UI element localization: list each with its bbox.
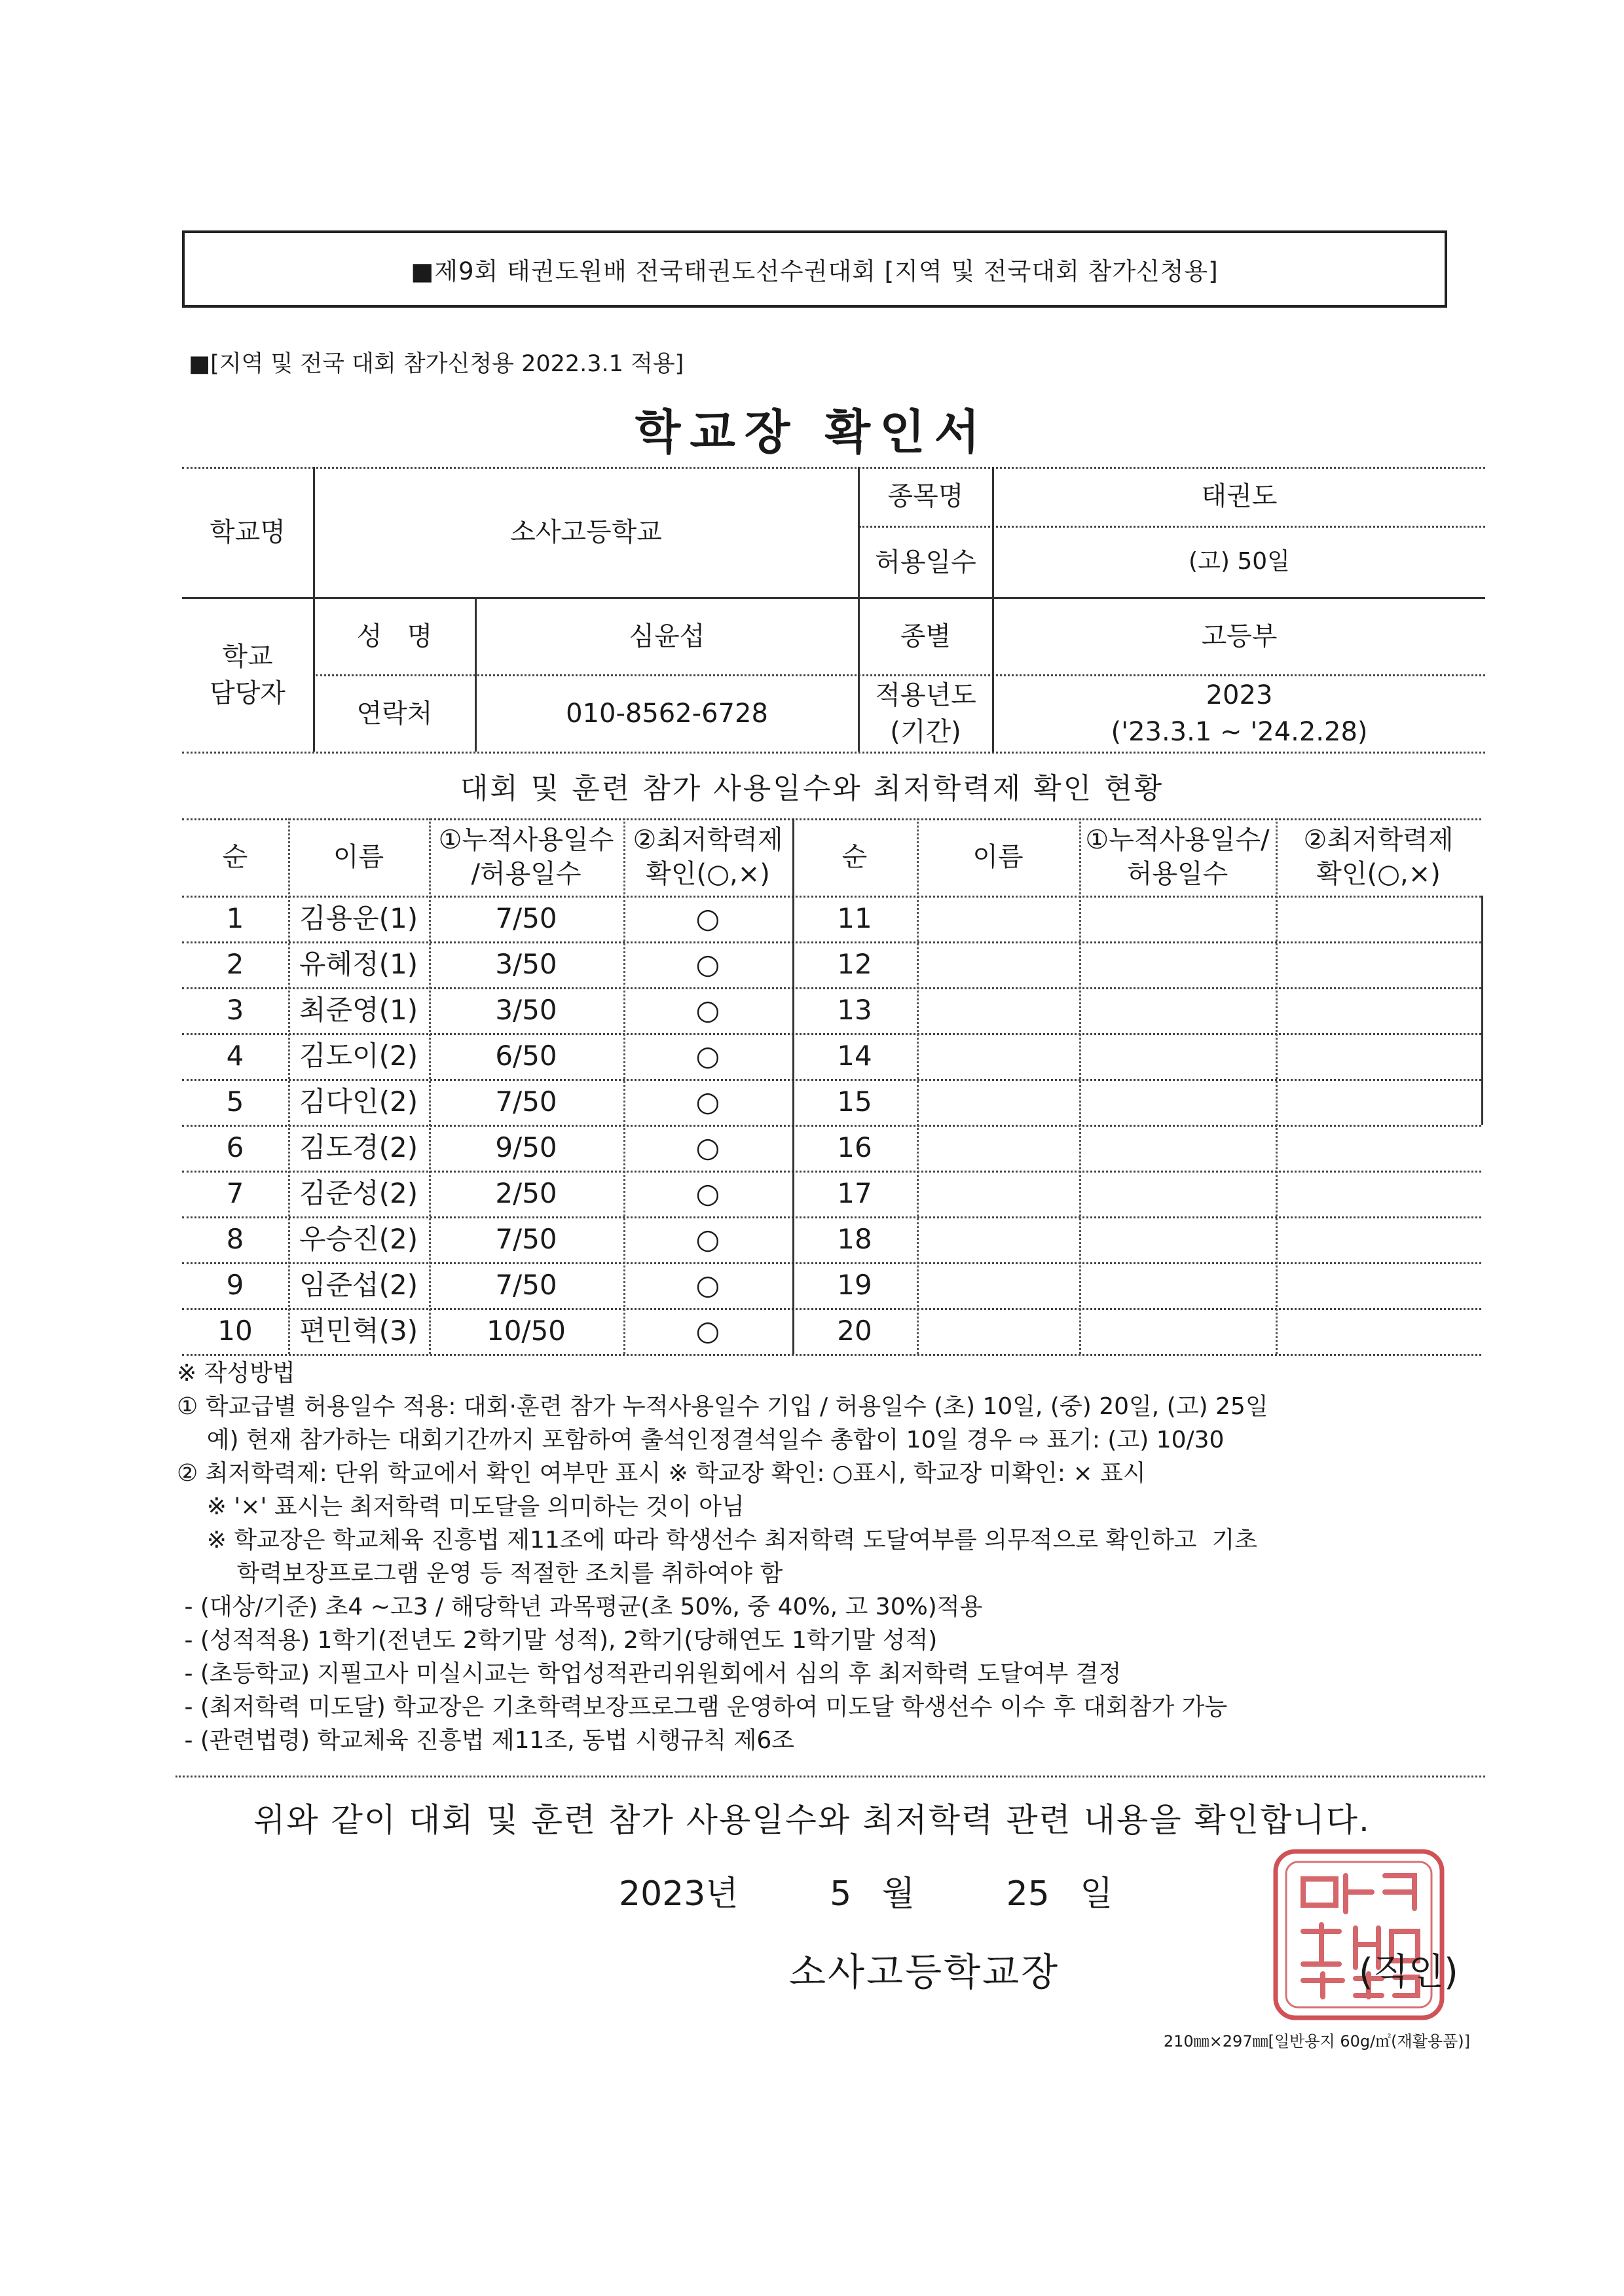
table-cell-used: 6/50 bbox=[495, 1039, 557, 1072]
table-cell-name: 김준성(2) bbox=[299, 1176, 418, 1209]
section-title: 대회 및 훈련 참가 사용일수와 최저학력제 확인 현황 bbox=[460, 772, 1164, 805]
table-cell-check: ○ bbox=[695, 1314, 720, 1347]
table-cell-name: 김다인(2) bbox=[299, 1085, 418, 1118]
confirm-text: 위와 같이 대회 및 훈련 참가 사용일수와 최저학력 관련 내용을 확인합니다. bbox=[253, 1801, 1371, 1839]
note-line: ※ 학교장은 학교체육 진흥법 제11조에 따라 학생선수 최저학력 도달여부를 의무적으로 확인하고 기초 bbox=[177, 1527, 1258, 1554]
table-header-check2: ②최저학력제 확인(○,×) bbox=[1303, 825, 1454, 889]
table-header-no2: 순 bbox=[841, 842, 868, 872]
table-cell-check: ○ bbox=[695, 993, 720, 1026]
table-cell-used: 7/50 bbox=[495, 1222, 557, 1255]
table-cell-check: ○ bbox=[695, 1176, 720, 1209]
table-cell-no2: 20 bbox=[837, 1314, 872, 1347]
signer: 소사고등학교장 bbox=[789, 1950, 1060, 1994]
footer: 210㎜×297㎜[일반용지 60g/㎡(재활용품)] bbox=[1163, 2032, 1470, 2050]
seal-label: (직인) bbox=[1359, 1951, 1458, 1994]
table-cell-no: 6 bbox=[226, 1131, 244, 1163]
school-label: 학교명 bbox=[210, 517, 286, 547]
table-cell-name: 유혜정(1) bbox=[299, 947, 418, 980]
table-header-no: 순 bbox=[222, 842, 248, 872]
table-cell-no2: 17 bbox=[837, 1176, 872, 1209]
table-cell-no: 9 bbox=[226, 1268, 244, 1301]
sport-label: 종목명 bbox=[887, 481, 964, 511]
table-cell-check: ○ bbox=[695, 1222, 720, 1255]
school-seal bbox=[1264, 1840, 1454, 2030]
table-cell-no: 5 bbox=[226, 1085, 244, 1118]
sport-value: 태권도 bbox=[1201, 481, 1278, 511]
table-cell-no: 8 bbox=[226, 1222, 244, 1255]
table-col-line bbox=[1079, 818, 1081, 1354]
table-cell-no2: 16 bbox=[837, 1131, 872, 1163]
table-cell-name: 김도이(2) bbox=[299, 1039, 418, 1072]
table-cell-no2: 13 bbox=[837, 993, 872, 1026]
info-bottom-rule bbox=[182, 752, 1485, 754]
table-header-name: 이름 bbox=[333, 842, 384, 872]
table-col-line bbox=[1276, 818, 1278, 1354]
header-box bbox=[182, 230, 1447, 308]
table-cell-check: ○ bbox=[695, 947, 720, 980]
year-value: 2023 ('23.3.1 ~ '24.2.28) bbox=[1111, 680, 1368, 747]
table-row-rule bbox=[182, 1354, 1481, 1356]
table-cell-no: 10 bbox=[217, 1314, 253, 1347]
table-cell-name: 우승진(2) bbox=[299, 1222, 418, 1255]
table-header-used: ①누적사용일수 /허용일수 bbox=[438, 825, 614, 889]
note-line: - (성적적용) 1학기(전년도 2학기말 성적), 2학기(당해연도 1학기말 성적) bbox=[177, 1627, 938, 1654]
notes-bottom-rule bbox=[175, 1776, 1485, 1777]
table-cell-no2: 15 bbox=[837, 1085, 872, 1118]
table-cell-no: 7 bbox=[226, 1176, 244, 1209]
note-line: ② 최저학력제: 단위 학교에서 확인 여부만 표시 ※ 학교장 확인: ○표시, 학교장 미확인: × 표시 bbox=[177, 1460, 1146, 1487]
note-line: 예) 현재 참가하는 대회기간까지 포함하여 출석인정결석일수 총합이 10일 경우 ⇨ 표기: (고) 10/30 bbox=[177, 1427, 1225, 1453]
table-cell-used: 10/50 bbox=[486, 1314, 566, 1347]
division-value: 고등부 bbox=[1201, 621, 1278, 651]
table-cell-check: ○ bbox=[695, 1268, 720, 1301]
note-line: ① 학교급별 허용일수 적용: 대회·훈련 참가 누적사용일수 기입 / 허용일수 (초) 10일, (중) 20일, (고) 25일 bbox=[177, 1393, 1268, 1420]
date: 2023년 5 월 25 일 bbox=[619, 1874, 1113, 1914]
table-cell-no2: 12 bbox=[837, 947, 872, 980]
subheader: ■[지역 및 전국 대회 참가신청용 2022.3.1 적용] bbox=[189, 351, 684, 377]
table-cell-check: ○ bbox=[695, 1131, 720, 1163]
note-line: - (최저학력 미도달) 학교장은 기초학력보장프로그램 운영하여 미도달 학생선수 이수 후 대회참가 가능 bbox=[177, 1694, 1228, 1721]
table-cell-no2: 19 bbox=[837, 1268, 872, 1301]
table-cell-no2: 18 bbox=[837, 1222, 872, 1255]
notes bbox=[177, 1357, 1480, 1757]
table-cell-used: 3/50 bbox=[495, 993, 557, 1026]
note-line: ※ 작성방법 bbox=[177, 1360, 295, 1387]
name-label: 성 명 bbox=[356, 621, 433, 651]
name-value: 심윤섭 bbox=[629, 621, 705, 651]
note-line: 학력보장프로그램 운영 등 적절한 조치를 취하여야 함 bbox=[177, 1560, 783, 1587]
table-cell-name: 김도경(2) bbox=[299, 1131, 418, 1163]
table-col-line bbox=[917, 818, 919, 1354]
division-label: 종별 bbox=[900, 621, 951, 651]
page-title: 학교장 확인서 bbox=[635, 405, 989, 460]
table-cell-no: 1 bbox=[226, 902, 244, 934]
table-cell-used: 9/50 bbox=[495, 1131, 557, 1163]
year-label: 적용년도 (기간) bbox=[875, 680, 976, 747]
header-text: ■제9회 태권도원배 전국태권도선수권대회 [지역 및 전국대회 참가신청용] bbox=[411, 257, 1219, 285]
table-header-used2: ①누적사용일수/ 허용일수 bbox=[1085, 825, 1270, 889]
table-cell-no: 3 bbox=[226, 993, 244, 1026]
table-cell-no: 2 bbox=[226, 947, 244, 980]
table-cell-check: ○ bbox=[695, 902, 720, 934]
table-right-edge bbox=[1481, 896, 1483, 1125]
note-line: - (관련법령) 학교체육 진흥법 제11조, 동법 시행규칙 제6조 bbox=[177, 1727, 795, 1754]
note-line: ※ '×' 표시는 최저학력 미도달을 의미하는 것이 아님 bbox=[177, 1493, 745, 1520]
table-cell-used: 7/50 bbox=[495, 1085, 557, 1118]
table-cell-name: 최준영(1) bbox=[299, 993, 418, 1026]
table-cell-used: 7/50 bbox=[495, 1268, 557, 1301]
table-header-check: ②최저학력제 확인(○,×) bbox=[633, 825, 783, 889]
allowed-label: 허용일수 bbox=[875, 547, 976, 577]
note-line: - (대상/기준) 초4 ~고3 / 해당학년 과목평균(초 50%, 중 40%, 고 30%)적용 bbox=[177, 1594, 983, 1620]
table-cell-check: ○ bbox=[695, 1085, 720, 1118]
manager-label: 학교 담당자 bbox=[210, 642, 286, 708]
contact-label: 연락처 bbox=[356, 699, 433, 729]
table-cell-name: 김용운(1) bbox=[299, 902, 418, 934]
table-cell-name: 임준섭(2) bbox=[299, 1268, 418, 1301]
table-cell-used: 7/50 bbox=[495, 902, 557, 934]
table-cell-name: 편민혁(3) bbox=[299, 1314, 418, 1347]
allowed-value: (고) 50일 bbox=[1189, 548, 1290, 575]
table-cell-used: 3/50 bbox=[495, 947, 557, 980]
note-line: - (초등학교) 지필고사 미실시교는 학업성적관리위원회에서 심의 후 최저학력 도달여부 결정 bbox=[177, 1660, 1122, 1687]
table-cell-used: 2/50 bbox=[495, 1176, 557, 1209]
table-cell-no2: 11 bbox=[837, 902, 872, 934]
table-cell-no2: 14 bbox=[837, 1039, 872, 1072]
contact-value: 010-8562-6728 bbox=[566, 699, 768, 729]
table-top-rule bbox=[182, 818, 1481, 820]
table-cell-no: 4 bbox=[226, 1039, 244, 1072]
table-cell-check: ○ bbox=[695, 1039, 720, 1072]
table-header-name2: 이름 bbox=[972, 842, 1024, 872]
school-value: 소사고등학교 bbox=[510, 517, 662, 547]
